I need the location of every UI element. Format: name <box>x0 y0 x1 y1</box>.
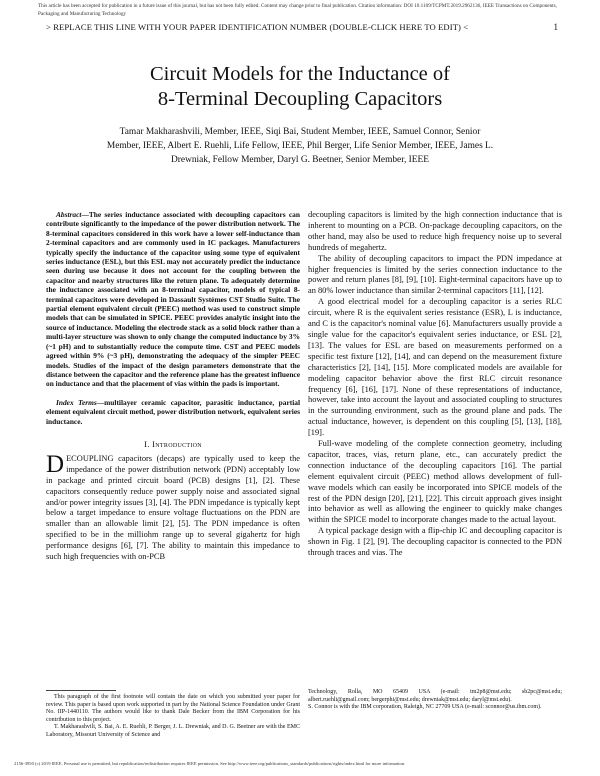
page-number: 1 <box>553 22 558 32</box>
author-list <box>60 125 540 167</box>
footnote-3: Technology, Rolla, MO 65409 USA (e-mail: tm2p8@mst.edu; sb2pc@mst.edu; albert.ruehli@gmail.com; bergerphi@mst.edu; drewniak@mst.edu; daryl@mst.edu). <box>308 689 562 703</box>
abstract-text: —The series inductance associated with decoupling capacitors can contribute significantly to the impedance of the power distribution network. The 8-terminal capacitors considered in this work have a lower self-inductance than 2-terminal capacitors and are commonly used in IC packages. Manufacturers typically specify the inductance of the capacitor using some type of equivalent series inductance (ESL), but this ESL may not accurately predict the inductance seen during use because it does not account for the coupling between the capacitor and nearby structures like the return plane. To adequately determine the inductance associated with an 8-terminal capacitor, models of typical 8-terminal capacitors were developed in Dassault Systèmes CST Studio Suite. The partial element equivalent circuit (PEEC) method was used to construct simple models that can be simulated in SPICE. PEEC provides analytic insight into the source of inductance. Modeling the electrode stack as a solid block rather than a multi-layer structure was shown to only change the computed inductance by 3% (~1 pH) and to substantially reduce the compute time. CST and PEEC models agreed within 9% (~3 pH), demonstrating the adequacy of the simpler PEEC models. Studies of the impact of the design parameters demonstrate that the distance between the capacitor and the reference plane has the greatest influence on inductance and that the placement of vias within the pads is important. <box>46 210 300 389</box>
abstract <box>46 210 300 389</box>
footnote-2: T. Makharashvili, S. Bai, A. E. Ruehli, P. Berger, J. L. Drewniak, and D. G. Beetner are with the EMC Laboratory, Missouri University of Science and <box>46 724 300 738</box>
footnotes-right <box>308 689 562 712</box>
index-terms <box>46 398 300 426</box>
footnote-4: S. Connor is with the IBM corporation, Raleigh, NC 27709 USA (e-mail: sconnor@us.ibm.com). <box>308 704 542 711</box>
running-header: > REPLACE THIS LINE WITH YOUR PAPER IDENTIFICATION NUMBER (DOUBLE-CLICK HERE TO EDIT) < <box>46 22 469 32</box>
authors-line-2: Member, IEEE, Albert E. Ruehli, Life Fellow, IEEE, Phil Berger, Life Senior Member, IEEE, James L. <box>106 141 494 151</box>
title-line-1: Circuit Models for the Inductance of <box>149 63 450 85</box>
abstract-lead: Abstract <box>56 210 82 219</box>
index-terms-lead: Index Terms <box>56 397 97 407</box>
footnote-1: This paragraph of the first footnote will contain the date on which you submitted your paper for review. This paper is based upon work supported in part by the National Science Foundation under Grant No. IIP-1440110. The authors would like to thank Dale Becker from the IBM Corporation for his contribution to this project. <box>46 694 300 723</box>
section-number: I. <box>144 438 150 449</box>
section-title: Introduction <box>152 438 202 449</box>
footnotes-left <box>46 694 300 740</box>
publication-notice: This article has been accepted for publication in a future issue of this journal, but has not been fully edited. Content may change prior to final publication. Citation information: DOI 10.1109/TCPMT.2019.2962136, IEEE Transactions on Components, Packaging and Manufacturing Technology <box>38 3 557 17</box>
paragraph-5: A typical package design with a flip-chip IC and decoupling capacitor is shown in Fig. 1 [2], [9]. The decoupling capacitor is connected to the PDN through traces and vias. The <box>308 526 562 558</box>
paragraph-1: decoupling capacitors is limited by the high connection inductance that is inherent to mounting on a PCB. On-package decoupling capacitors, on the other hand, may also be used to reduce high frequency noise up to several hundreds of megahertz. <box>308 210 562 252</box>
paragraph-2: The ability of decoupling capacitors to impact the PDN impedance at higher frequencies is limited by the series connection inductance to the power and return planes [8], [9], [10]. Eight-terminal capacitors have up to an 80% lower inductance than similar 2-terminal capacitors [11], [12]. <box>308 253 562 296</box>
right-column <box>308 210 562 559</box>
paper-title <box>40 62 560 112</box>
copyright-notice: 2156-3950 (c) 2019 IEEE. Personal use is permitted, but republication/redistribution requires IEEE permission. See http://www.ieee.org/publications_standards/publications/rights/index.html for more information. <box>14 761 406 766</box>
index-terms-text: —multilayer ceramic capacitor, parasitic inductance, partial element equivalent circuit method, power distribution network, equivalent series inductance. <box>46 397 301 426</box>
footnote-divider <box>46 690 116 691</box>
intro-paragraph <box>46 450 300 563</box>
authors-line-1: Tamar Makharashvili, Member, IEEE, Siqi Bai, Student Member, IEEE, Samuel Connor, Senior <box>119 127 481 137</box>
section-heading <box>46 438 300 450</box>
left-column <box>46 210 300 563</box>
intro-text: ECOUPLING capacitors (decaps) are typically used to keep the impedance of the power distribution network (PDN) acceptably low in package and printed circuit board (PCB) designs [1], [2]. These capacitors consequently reduce power supply noise and associated signal and/or power integrity issues [3], [4]. The PDN impedance is typically kept below a target impedance to ensure voltage fluctuations on the PDN are smaller than an allowable limit [2], [5]. The PDN impedance is often specified to be in the milliohm range up to several gigahertz for high performance designs [6], [7]. The ability to maintain this impedance to such high frequencies with on-PCB <box>46 453 300 562</box>
paragraph-3: A good electrical model for a decoupling capacitor is a series RLC circuit, where R is the equivalent series resistance (ESR), L is inductance, and C is the capacitor's nominal value [6]. Manufacturers usually provide a single value for the capacitor's equivalent series inductance, or ESL [2], [13]. The values for ESL are based on measurements performed on a specific test fixture [12], [14], and can depend on the measurement fixture characteristics [2], [14], [15]. More complicated models are available for modeling capacitor behavior above the first RLC circuit resonance frequency [6], [16], [17]. None of these representations of inductance, however, take into account the layout and associated coupling to structures in the surrounding environment, such as the ground plane and pads. The actual inductance, however, is dependent on this coupling [5], [13], [18], [19]. <box>308 297 562 438</box>
drop-cap: D <box>46 450 65 478</box>
authors-line-3: Drewniak, Fellow Member, Daryl G. Beetner, Senior Member, IEEE <box>171 155 429 165</box>
title-line-2: 8-Terminal Decoupling Capacitors <box>157 88 443 110</box>
paragraph-4: Full-wave modeling of the complete connection geometry, including capacitor, traces, vias, return plane, etc., can accurately predict the connection inductance of the decoupling capacitors [16]. The partial element equivalent circuit (PEEC) method allows development of full-wave models which can easily be incorporated into SPICE models of the rest of the PDN design [20], [21], [22]. This circuit approach gives insight into behavior as well as allowing the engineer to quickly make changes within the SPICE model to incorporate changes made to the actual layout. <box>308 439 562 525</box>
